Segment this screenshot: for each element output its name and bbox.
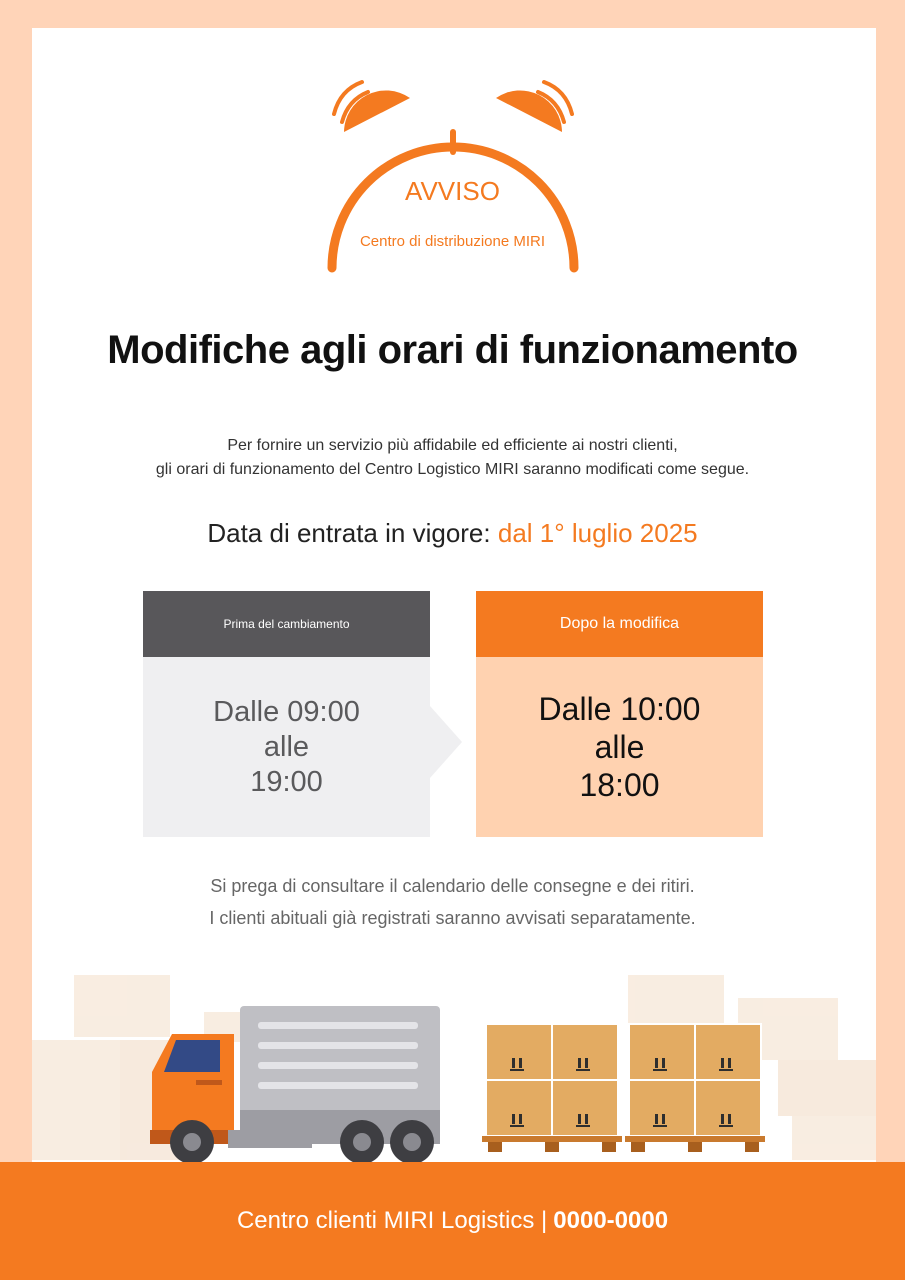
page-title: Modifiche agli orari di funzionamento (107, 328, 798, 372)
before-hours-line-2: alle (263, 730, 310, 763)
after-hours-line-1: Dalle 10:00 (538, 691, 701, 727)
footer-phone: 0000-0000 (553, 1207, 669, 1234)
effective-label: Data di entrata in vigore: (207, 518, 491, 548)
note-line-2: I clienti abituali già registrati saranno avvisati separatamente. (209, 908, 696, 928)
effective-date (0, 518, 905, 549)
footer-contact (0, 1162, 905, 1280)
before-hours-line-1: Dalle 09:00 (213, 695, 360, 728)
logistics-illustration (32, 960, 876, 1165)
after-hours-line-3: 18:00 (579, 767, 660, 803)
notice-label: AVVISO (405, 176, 500, 206)
note-line-1: Si prega di consultare il calendario delle consegne e dei ritiri. (210, 876, 695, 896)
after-hours (476, 657, 763, 837)
intro-line-1: Per fornire un servizio più affidabile ed efficiente ai nostri clienti, (227, 437, 678, 454)
after-hours-line-2: alle (594, 729, 645, 765)
before-hours-box (143, 591, 430, 837)
before-hours (143, 657, 430, 837)
arrow-right-icon (430, 706, 462, 778)
after-header: Dopo la modifica (476, 591, 763, 657)
delivery-truck-icon (150, 1006, 440, 1164)
before-header: Prima del cambiamento (143, 591, 430, 657)
intro-text (0, 434, 905, 482)
after-hours-box (476, 591, 763, 837)
pallet-boxes-icon (482, 1024, 765, 1152)
before-hours-line-3: 19:00 (250, 765, 323, 798)
center-name: Centro di distribuzione MIRI (359, 233, 546, 250)
intro-line-2: gli orari di funzionamento del Centro Logistico MIRI saranno modificati come segue. (155, 461, 750, 478)
note-text (0, 870, 905, 934)
effective-date-value: dal 1° luglio 2025 (497, 518, 698, 548)
footer-label: Centro clienti MIRI Logistics | (236, 1207, 548, 1234)
